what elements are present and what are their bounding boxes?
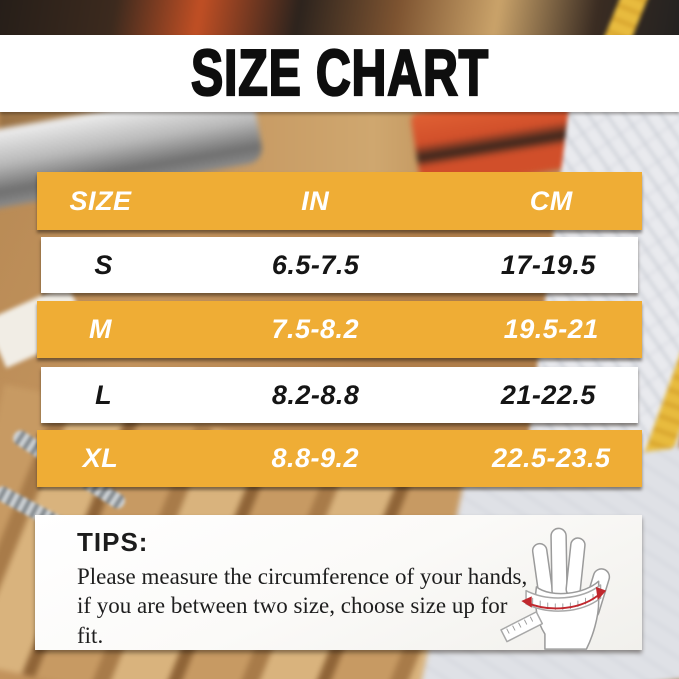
page-title: SIZE CHART xyxy=(190,37,489,110)
size-table xyxy=(37,172,642,487)
cell-size: L xyxy=(95,379,113,410)
table-row-l xyxy=(41,367,638,423)
tips-panel xyxy=(35,515,642,650)
tips-text-block xyxy=(77,527,529,650)
hand-measure-icon xyxy=(490,519,630,651)
cell-size: XL xyxy=(82,443,119,473)
table-row-m xyxy=(37,301,642,358)
cell-cm: 19.5-21 xyxy=(503,314,599,344)
table-header-row xyxy=(37,172,642,230)
cell-cm: 22.5-23.5 xyxy=(491,443,611,473)
cell-in: 6.5-7.5 xyxy=(271,249,360,280)
cell-in: 8.8-9.2 xyxy=(271,443,360,473)
cell-in: 7.5-8.2 xyxy=(271,314,360,344)
table-row-s xyxy=(41,237,638,293)
cell-size: S xyxy=(94,249,113,280)
title-banner xyxy=(0,35,679,112)
table-row-xl xyxy=(37,430,642,487)
cell-size: M xyxy=(89,314,113,344)
cell-cm: 17-19.5 xyxy=(500,249,596,280)
cell-cm: 21-22.5 xyxy=(500,379,596,410)
cell-in: 8.2-8.8 xyxy=(271,379,360,410)
tips-heading: TIPS: xyxy=(77,527,149,557)
column-header-in: IN xyxy=(301,185,330,216)
column-header-size: SIZE xyxy=(69,185,132,216)
column-header-cm: CM xyxy=(529,185,573,216)
tips-body: Please measure the circumference of your hands, if you are between two size, choose size up for fit. xyxy=(77,564,528,648)
